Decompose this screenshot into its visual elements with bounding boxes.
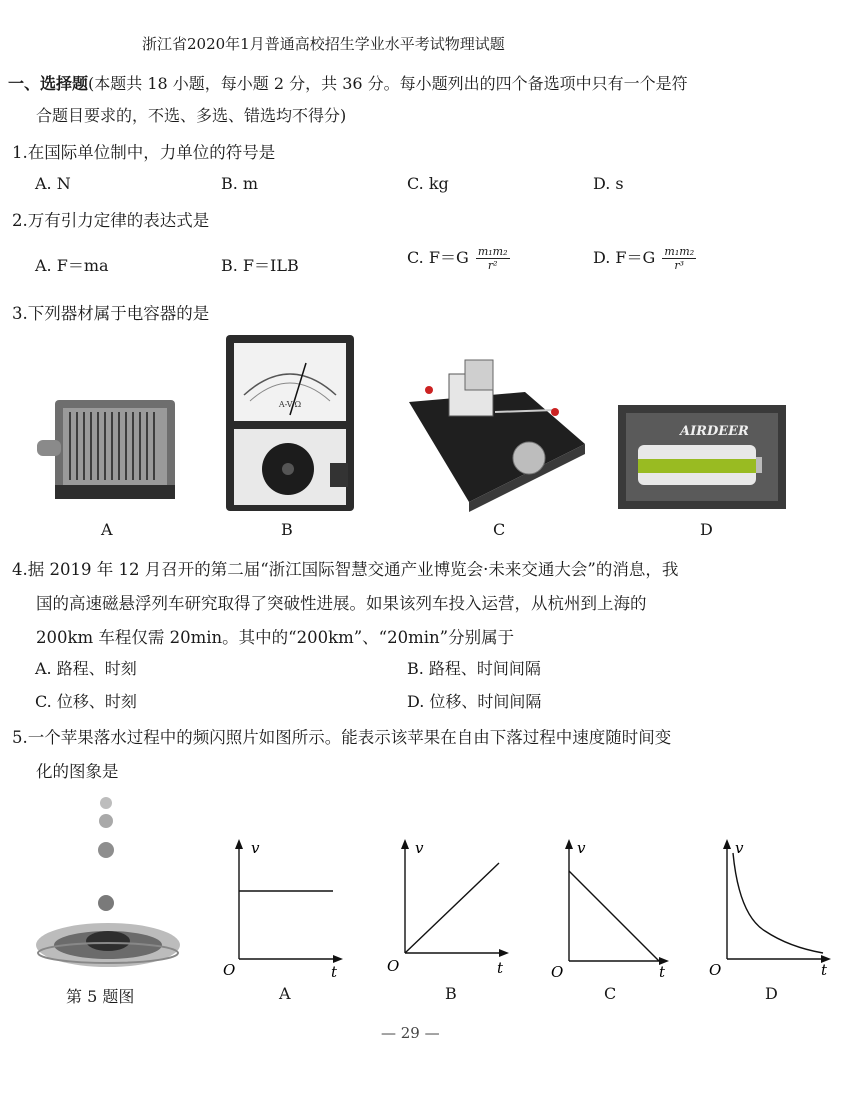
q4-option-c: C. 位移、时刻 <box>35 692 137 711</box>
variable-capacitor-image <box>35 380 185 510</box>
axis-t-label: t <box>821 961 828 979</box>
battery-holder-image <box>618 405 788 513</box>
axis-v-label: v <box>251 839 260 857</box>
q5-label-d: D <box>765 984 778 1003</box>
axis-v-label: v <box>735 839 744 857</box>
q3-label-d: D <box>700 520 713 539</box>
q4-option-a: A. 路程、时刻 <box>35 659 137 678</box>
q2-option-b: B. F＝ILB <box>221 256 299 275</box>
q4-option-d: D. 位移、时间间隔 <box>407 692 542 711</box>
q5-label-c: C <box>604 984 617 1003</box>
section-intro-line1: (本题共 18 小题，每小题 2 分，共 36 分。每小题列出的四个备选项中只有一个是符 <box>88 74 688 93</box>
q2-option-c-prefix: C. F＝G <box>407 248 469 267</box>
q2-option-d-fraction <box>662 245 696 272</box>
q3-label-b: B <box>281 520 293 539</box>
fraction-numerator: m₁m₂ <box>664 245 695 258</box>
q2-option-d <box>593 245 696 272</box>
page-number: — 29 — <box>381 1024 440 1042</box>
q1-option-b: B. m <box>221 174 259 193</box>
graph-d-curve <box>733 853 823 953</box>
graph-a <box>215 835 345 980</box>
question-1-stem: 1.在国际单位制中，力单位的符号是 <box>12 143 276 162</box>
falling-apple-photo <box>34 795 184 980</box>
q2-option-c <box>407 245 510 272</box>
multimeter-image <box>226 335 356 513</box>
graph-c <box>545 835 675 980</box>
question-5-line1: 5.一个苹果落水过程中的频闪照片如图所示。能表示该苹果在自由下落过程中速度随时间变 <box>12 728 672 747</box>
axis-v-label: v <box>415 839 424 857</box>
meter-label: A-V-Ω <box>278 400 302 409</box>
q2-option-d-prefix: D. F＝G <box>593 248 656 267</box>
origin-label: O <box>387 957 400 975</box>
origin-label: O <box>709 961 722 979</box>
axis-t-label: t <box>659 963 666 980</box>
question-4-line1: 4.据 2019 年 12 月召开的第二届“浙江国际智慧交通产业博览会·未来交通大会”的消息，我 <box>12 560 679 579</box>
q1-option-d: D. s <box>593 174 624 193</box>
axis-t-label: t <box>331 963 338 980</box>
axis-t-label: t <box>497 959 504 977</box>
graph-b-curve <box>405 863 499 953</box>
page-title: 浙江省2020年1月普通高校招生学业水平考试物理试题 <box>142 35 505 53</box>
fraction-denominator: r² <box>487 259 498 272</box>
origin-label: O <box>223 961 236 979</box>
origin-label: O <box>551 963 564 980</box>
q3-label-c: C <box>493 520 506 539</box>
q5-label-b: B <box>445 984 457 1003</box>
graph-d <box>705 835 840 980</box>
q3-label-a: A <box>101 520 113 539</box>
fraction-numerator: m₁m₂ <box>477 245 508 258</box>
battery-brand: AIRDEER <box>680 424 749 439</box>
q2-option-a: A. F＝ma <box>35 256 109 275</box>
graph-b <box>383 835 513 980</box>
relay-switch-image <box>405 352 590 514</box>
figure-caption: 第 5 题图 <box>66 987 135 1006</box>
section-intro-line2: 合题目要求的，不选、多选、错选均不得分) <box>36 106 347 125</box>
question-3-stem: 3.下列器材属于电容器的是 <box>12 304 210 323</box>
q1-option-c: C. kg <box>407 174 449 193</box>
question-4-line2: 国的高速磁悬浮列车研究取得了突破性进展。如果该列车投入运营，从杭州到上海的 <box>36 594 647 613</box>
q4-option-b: B. 路程、时间间隔 <box>407 659 541 678</box>
q1-option-a: A. N <box>35 174 71 193</box>
section-heading: 一、选择题 <box>8 74 89 93</box>
question-4-line3: 200km 车程仅需 20min。其中的“200km”、“20min”分别属于 <box>36 628 515 647</box>
question-2-stem: 2.万有引力定律的表达式是 <box>12 211 210 230</box>
axis-v-label: v <box>577 839 586 857</box>
fraction-denominator: r³ <box>674 259 685 272</box>
graph-c-curve <box>569 871 659 961</box>
question-5-line2: 化的图象是 <box>36 762 119 781</box>
section-header <box>8 68 688 100</box>
q2-option-c-fraction <box>476 245 510 272</box>
q5-label-a: A <box>279 984 291 1003</box>
